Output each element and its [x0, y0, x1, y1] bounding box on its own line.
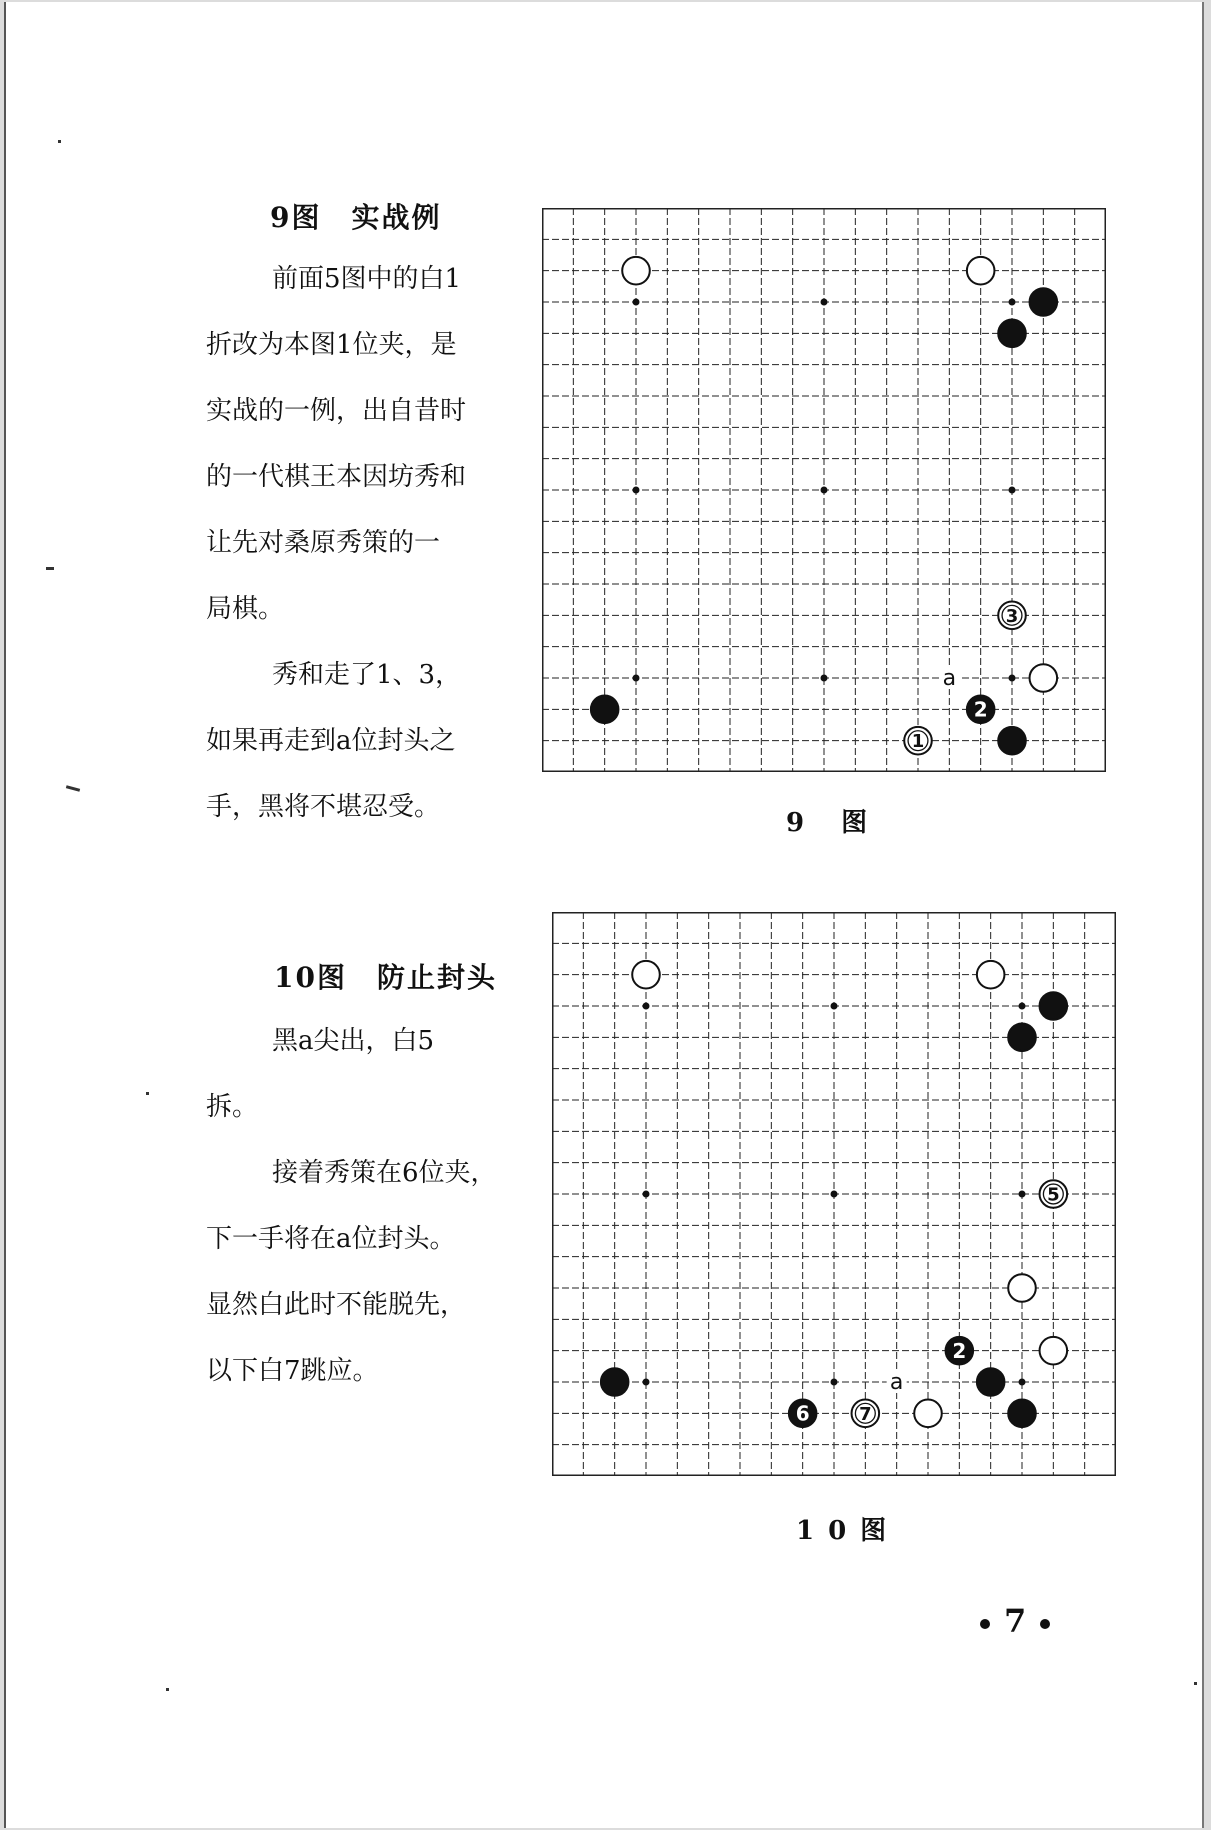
stone-move-number: 6 [795, 1401, 810, 1426]
text-line: 下一手将在a位封头。 [206, 1224, 456, 1254]
text-line: 拆。 [206, 1092, 259, 1122]
black-stone [1008, 1400, 1036, 1428]
text-line: 秀和走了1、3， [272, 660, 462, 690]
figure9-caption: 9 图 [786, 808, 882, 838]
figure10-paragraph-2 [206, 1140, 526, 1404]
go-board-figure9 [542, 208, 1106, 772]
white-stone [914, 1400, 942, 1428]
scan-speck [66, 785, 80, 792]
text-line: 前面5图中的白1 [272, 264, 462, 294]
star-point [831, 1379, 838, 1386]
star-point [821, 487, 828, 494]
star-point [1019, 1003, 1026, 1010]
scan-speck [146, 1092, 149, 1095]
star-point [633, 299, 640, 306]
star-point [643, 1379, 650, 1386]
white-stone [1040, 1337, 1068, 1365]
black-stone [998, 320, 1026, 348]
star-point [633, 675, 640, 682]
text-line: 局棋。 [206, 594, 285, 624]
star-point [1009, 487, 1016, 494]
white-stone [1030, 664, 1058, 692]
white-stone [622, 257, 650, 285]
text-line: 以下白7跳应。 [206, 1356, 379, 1386]
white-stone [977, 961, 1005, 989]
figure9-paragraph-2 [206, 642, 526, 840]
star-point [831, 1003, 838, 1010]
black-stone [591, 696, 619, 724]
stone-move-number: 3 [1005, 605, 1019, 627]
book-page [4, 2, 1204, 1828]
text-line: 折改为本图1位夹，是 [206, 330, 457, 360]
figure10-paragraph-1 [206, 1008, 526, 1140]
page-number [966, 1602, 1064, 1640]
stone-move-number: 5 [1047, 1184, 1060, 1206]
page-number-value: 7 [1004, 1602, 1027, 1640]
text-line: 显然白此时不能脱先， [206, 1290, 467, 1320]
scan-speck [166, 1688, 169, 1691]
bullet-dot-icon [980, 1619, 990, 1629]
text-line: 黑a尖出，白5 [272, 1026, 435, 1056]
stone-move-number: 7 [859, 1403, 872, 1425]
scan-speck [46, 567, 54, 570]
black-stone [1008, 1024, 1036, 1052]
star-point [1009, 675, 1016, 682]
star-point [1019, 1191, 1026, 1198]
text-line: 如果再走到a位封头之 [206, 726, 456, 756]
text-line: 让先对桑原秀策的一 [206, 528, 441, 558]
star-point [633, 487, 640, 494]
figure9-paragraph-1 [206, 246, 526, 642]
text-line: 接着秀策在6位夹， [272, 1158, 497, 1188]
white-stone [632, 961, 660, 989]
white-stone [1008, 1274, 1036, 1302]
stone-move-number: 2 [952, 1338, 967, 1363]
board-marker-label: a [889, 1370, 904, 1395]
scan-speck [58, 140, 61, 143]
star-point [1019, 1379, 1026, 1386]
black-stone [601, 1368, 629, 1396]
text-line: 实战的一例，出自昔时 [206, 396, 467, 426]
figure9-text [206, 246, 526, 840]
figure10-title: 10图 防止封头 [274, 961, 497, 994]
stone-move-number: 2 [973, 697, 988, 722]
star-point [643, 1003, 650, 1010]
black-stone [1030, 288, 1058, 316]
black-stone [977, 1368, 1005, 1396]
scan-speck [1194, 1682, 1197, 1685]
star-point [821, 299, 828, 306]
bullet-dot-icon [1040, 1619, 1050, 1629]
figure10-text [206, 1008, 526, 1404]
black-stone [998, 727, 1026, 755]
black-stone [1040, 992, 1068, 1020]
figure10-caption: 10图 [796, 1516, 901, 1546]
star-point [643, 1191, 650, 1198]
star-point [831, 1191, 838, 1198]
board-marker-label: a [942, 666, 957, 691]
stone-move-number: 1 [911, 731, 925, 753]
text-line: 的一代棋王本因坊秀和 [206, 462, 467, 492]
star-point [821, 675, 828, 682]
go-board-figure10 [552, 912, 1116, 1476]
white-stone [967, 257, 995, 285]
star-point [1009, 299, 1016, 306]
figure9-title: 9图 实战例 [270, 201, 442, 234]
text-line: 手，黑将不堪忍受。 [206, 792, 441, 822]
